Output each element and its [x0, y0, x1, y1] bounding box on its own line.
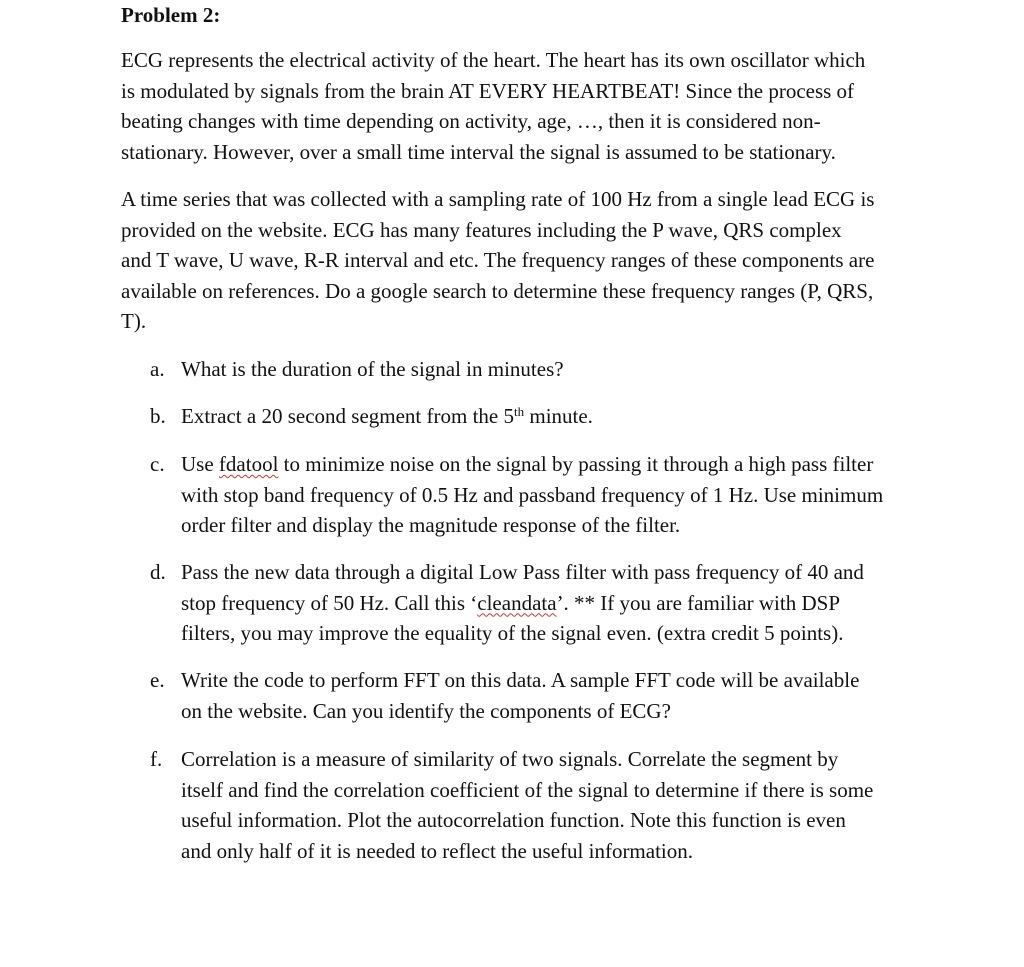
- question-text-part: minute.: [524, 404, 593, 428]
- question-text-part: stop frequency of 50 Hz. Call this ‘: [181, 590, 478, 615]
- question-text: Pass the new data through a digital Low Pass filter with pass frequency of 40 and: [181, 560, 864, 584]
- question-text: What is the duration of the signal in minutes?: [181, 357, 564, 381]
- question-text: [181, 401, 1001, 432]
- question-text: order filter and display the magnitude response of the filter.: [181, 513, 681, 537]
- question-text-part: Extract a 20 second segment from the 5: [181, 404, 514, 428]
- spellcheck-word-fdatool: fdatool: [218, 452, 279, 476]
- data-paragraph: [121, 184, 991, 337]
- data-line: provided on the website. ECG has many features including the P wave, QRS complex: [121, 217, 842, 242]
- question-text: [181, 449, 1001, 480]
- data-line: and T wave, U wave, R-R interval and etc. The frequency ranges of these components are: [121, 248, 875, 272]
- data-line: available on references. Do a google search to determine these frequency ranges (P, QRS,: [121, 278, 874, 303]
- data-line: T).: [121, 309, 147, 333]
- intro-line: is modulated by signals from the brain AT EVERY HEARTBEAT! Since the process of: [121, 78, 855, 103]
- question-marker: d.: [150, 560, 166, 584]
- ordinal-superscript: th: [513, 404, 525, 419]
- intro-line: ECG represents the electrical activity of the heart. The heart has its own oscillator which: [121, 48, 866, 72]
- question-text-part: Use: [181, 452, 219, 476]
- question-text: Correlation is a measure of similarity of two signals. Correlate the segment by: [181, 747, 839, 771]
- question-text: filters, you may improve the equality of the signal even. (extra credit 5 points).: [181, 621, 844, 645]
- question-text: Write the code to perform FFT on this data. A sample FFT code will be available: [181, 668, 860, 692]
- intro-line: stationary. However, over a small time interval the signal is assumed to be stationary.: [121, 139, 836, 164]
- question-text: [181, 588, 1001, 619]
- question-marker: f.: [150, 747, 163, 771]
- data-line: A time series that was collected with a sampling rate of 100 Hz from a single lead ECG is: [121, 187, 875, 211]
- question-marker: a.: [150, 357, 165, 381]
- question-marker: c.: [150, 452, 165, 476]
- question-text-part: to minimize noise on the signal by passing it through a high pass filter: [278, 452, 874, 476]
- question-text: with stop band frequency of 0.5 Hz and passband frequency of 1 Hz. Use minimum: [181, 482, 884, 507]
- question-marker: e.: [150, 668, 165, 692]
- question-text: on the website. Can you identify the components of ECG?: [181, 698, 671, 723]
- question-text: and only half of it is needed to reflect the useful information.: [181, 838, 694, 863]
- question-marker: b.: [150, 404, 166, 428]
- question-text: itself and find the correlation coefficient of the signal to determine if there is some: [181, 777, 874, 802]
- problem-title: Problem 2:: [121, 3, 221, 27]
- spellcheck-word-cleandata: cleandata: [477, 590, 557, 615]
- intro-paragraph: [121, 45, 991, 167]
- question-text-part: ’. ** If you are familiar with DSP: [556, 590, 841, 615]
- question-text: useful information. Plot the autocorrelation function. Note this function is even: [181, 808, 846, 832]
- intro-line: beating changes with time depending on activity, age, …, then it is considered non-: [121, 109, 821, 133]
